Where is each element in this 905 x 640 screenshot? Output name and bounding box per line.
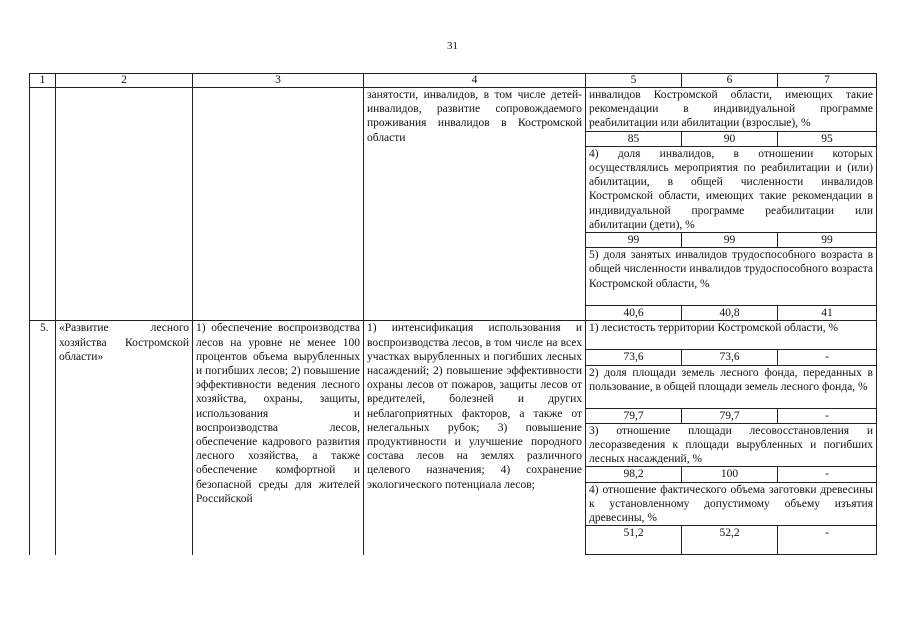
header-cell: 2 [56,74,193,88]
indicator-value: 95 [778,131,877,146]
table-row [30,321,877,350]
indicator-value: 85 [586,131,682,146]
header-cell: 3 [193,74,364,88]
program-name: «Развитие лесного хозяйства Костромской области» [56,321,193,555]
header-cell: 1 [30,74,56,88]
indicator-value: 79,7 [682,408,778,423]
programs-table [29,73,877,555]
goals-cell [193,88,364,321]
header-cell: 5 [586,74,682,88]
program-tasks: 1) интенсификация использования и воспроизводства лесов, в том числе на всех участках вырубленных и погибших лесных насаждений; 2) повышение эффективности охраны лесов от пожаров, защиты лесов от вредителей, болезней и других неблагоприятных факторов, а также от нелегальных рубок; 3) повышение продуктивности и улучшение породного состава лесов на землях различного целевого назначения; 4) сохранение экологического потенциала лесов; [364,321,586,555]
indicator-value: - [778,350,877,365]
indicator-text: 4) доля инвалидов, в отношении которых осуществлялись мероприятия по реабилитации и (или) абилитации, в общей численности инвалидов Костромской области, имеющих такие рекомендации в индивидуальной программе реабилитации или абилитации (дети), % [586,146,877,232]
indicator-value: 40,6 [586,306,682,321]
indicator-text: инвалидов Костромской области, имеющих такие рекомендации в индивидуальной программе реабилитации или абилитации (взрослые), % [586,88,877,132]
indicator-value: 52,2 [682,526,778,555]
indicator-value: - [778,526,877,555]
table-row [30,88,877,132]
indicator-value: 99 [778,233,877,248]
indicator-value: 99 [682,233,778,248]
header-cell: 4 [364,74,586,88]
indicator-value: 99 [586,233,682,248]
page-number: 31 [447,40,458,52]
indicator-value: 51,2 [586,526,682,555]
indicator-value: 73,6 [682,350,778,365]
row-number: 5. [30,321,56,555]
program-goals: 1) обеспечение воспроизводства лесов на уровне не менее 100 процентов объема вырубленных и погибших лесов; 2) повышение эффективности ведения лесного хозяйства, охраны, защиты, использования и воспроизводства лесов, обеспечение кадрового развития лесного хозяйства, а также обеспечение комфортной и безопасной среды для жителей Российской [193,321,364,555]
indicator-text: 2) доля площади земель лесного фонда, переданных в пользование, в общей площади земель лесного фонда, % [586,365,877,408]
tasks-cell: занятости, инвалидов, в том числе детей-инвалидов, развитие сопровождаемого проживания инвалидов в Костромской области [364,88,586,321]
header-cell: 6 [682,74,778,88]
indicator-text: 1) лесистость территории Костромской области, % [586,321,877,350]
indicator-value: - [778,467,877,482]
indicator-value: 98,2 [586,467,682,482]
header-row [30,74,877,88]
indicator-value: - [778,408,877,423]
indicator-text: 4) отношение фактического объема заготовки древесины к установленному допустимому объему изъятия древесины, % [586,482,877,526]
header-cell: 7 [778,74,877,88]
indicator-value: 73,6 [586,350,682,365]
indicator-text: 5) доля занятых инвалидов трудоспособного возраста в общей численности инвалидов трудоспособного возраста Костромской области, % [586,248,877,306]
indicator-value: 90 [682,131,778,146]
indicator-text: 3) отношение площади лесовосстановления и лесоразведения к площади вырубленных и погибших лесных насаждений, % [586,423,877,467]
indicator-value: 41 [778,306,877,321]
num-cell [30,88,56,321]
program-name-cell [56,88,193,321]
indicator-value: 100 [682,467,778,482]
indicator-value: 40,8 [682,306,778,321]
indicator-value: 79,7 [586,408,682,423]
